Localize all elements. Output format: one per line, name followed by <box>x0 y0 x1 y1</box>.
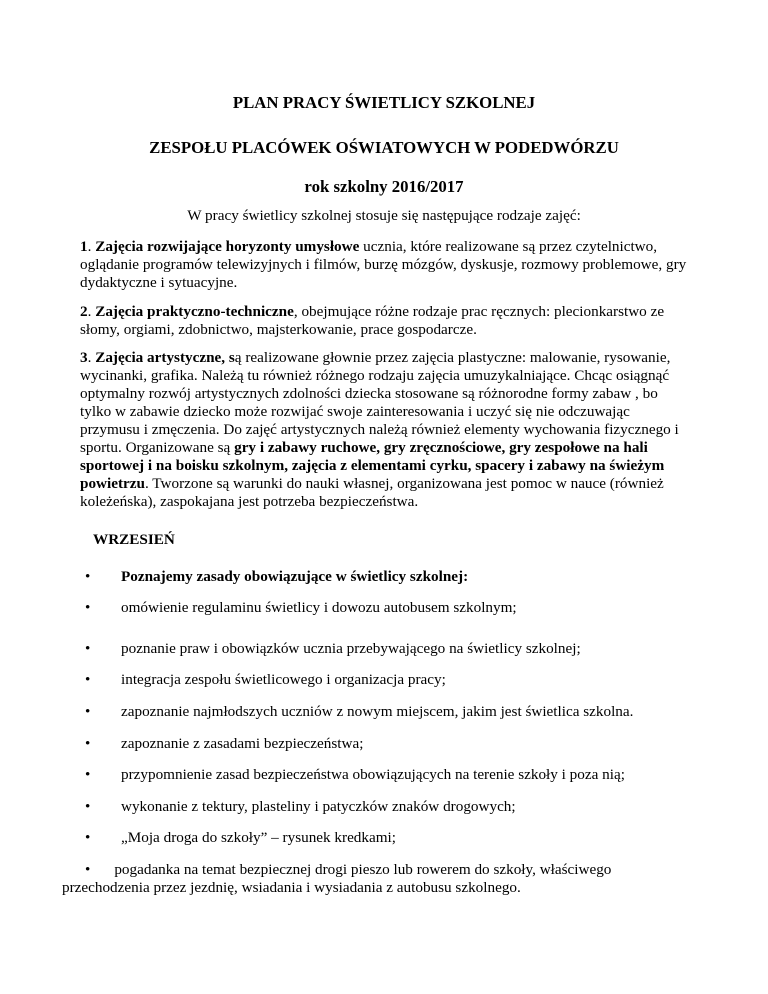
bullet-icon: • <box>85 829 91 846</box>
school-year: rok szkolny 2016/2017 <box>304 177 464 196</box>
section-3: 3. Zajęcia artystyczne, są realizowane głownie przez zajęcia plastyczne: malowanie, rysowanie, wycinanki, grafika. Należą tu również różnego rodzaju zajęcia umuzykalniające. Chcąc osiągnąć optymalny rozwój artystycznych zdolności dziecka stosowane są różnorodne formy zabaw , bo tylko w zabawie dziecko może rozwijać swoje zainteresowania i uczyć się nie odczuwając przymusu i zmęczenia. Do zajęć artystycznych należą również elementy wychowania fizycznego i sportu. Organizowane są gry i zabawy ruchowe, gry zręcznościowe, gry zespołowe na hali sportowej i na boisku szkolnym, zajęcia z elementami cyrku, spacery i zabawy na świeżym powietrzu. Tworzone są warunki do nauki własnej, organizowana jest pomoc w nauce (również koleżeńska), zaspokajana jest potrzeba bezpieczeństwa. <box>80 349 679 510</box>
section-1-title: Zajęcia rozwijające horyzonty umysłowe <box>95 238 360 255</box>
list-item <box>62 861 702 897</box>
month-heading: WRZESIEŃ <box>93 531 175 548</box>
section-3-bold-activities: gry i zabawy ruchowe, gry zręcznościowe, gry zespołowe na hali sportowej i na boisku szkolnym, zajęcia z elementami cyrku, spacery i zabawy na świeżym powietrzu <box>80 439 665 492</box>
bullet-icon: • <box>85 671 91 688</box>
section-1-number: 1 <box>80 238 88 255</box>
list-item-text: wykonanie z tektury, plasteliny i patyczków znaków drogowych; <box>121 798 516 815</box>
section-2-number: 2 <box>80 303 88 320</box>
list-item-text: zapoznanie z zasadami bezpieczeństwa; <box>121 735 364 752</box>
bullet-icon: • <box>85 766 91 783</box>
list-item-text: „Moja droga do szkoły” – rysunek kredkami; <box>121 829 396 846</box>
document-subtitle: ZESPOŁU PLACÓWEK OŚWIATOWYCH W PODEDWÓRZU <box>149 138 619 157</box>
bullet-icon: • <box>85 599 91 616</box>
section-3-number: 3 <box>80 349 88 366</box>
list-item-text: poznanie praw i obowiązków ucznia przebywającego na świetlicy szkolnej; <box>121 640 581 657</box>
section-3-title: Zajęcia artystyczne, s <box>95 349 235 366</box>
list-item-text: zapoznanie najmłodszych uczniów z nowym miejscem, jakim jest świetlica szkolna. <box>121 703 634 720</box>
bullet-icon: • <box>85 798 91 815</box>
list-item-text: integracja zespołu świetlicowego i organizacja pracy; <box>121 671 446 688</box>
list-item-text: omówienie regulaminu świetlicy i dowozu autobusem szkolnym; <box>121 599 517 616</box>
section-2: 2. Zajęcia praktyczno-techniczne, obejmujące różne rodzaje prac ręcznych: plecionkarstwo ze słomy, orgiami, zdobnictwo, majsterkowanie, prace gospodarcze. <box>80 303 665 338</box>
list-item-text: przypomnienie zasad bezpieczeństwa obowiązujących na terenie szkoły i poza nią; <box>121 766 625 783</box>
section-1: 1. Zajęcia rozwijające horyzonty umysłowe ucznia, które realizowane są przez czytelnictwo, oglądanie programów telewizyjnych i filmów, burzę mózgów, dyskusje, rozmowy problemowe, gry dydaktyczne i sytuacyjne. <box>80 238 687 291</box>
bullet-icon: • <box>85 861 91 878</box>
intro-text: W pracy świetlicy szkolnej stosuje się następujące rodzaje zajęć: <box>187 207 581 224</box>
section-3-text-end: . Tworzone są warunki do nauki własnej, organizowana jest pomoc w nauce (również koleżeńska), zaspokajana jest potrzeba bezpieczeństwa. <box>80 475 664 510</box>
bullet-icon: • <box>85 568 91 585</box>
bullet-icon: • <box>85 640 91 657</box>
bullet-icon: • <box>85 703 91 720</box>
document-title: PLAN PRACY ŚWIETLICY SZKOLNEJ <box>232 93 536 112</box>
section-1-text: ucznia, które realizowane są przez czytelnictwo, oglądanie programów telewizyjnych i filmów, burzę mózgów, dyskusje, rozmowy problemowe, gry dydaktyczne i sytuacyjne. <box>80 238 687 291</box>
section-2-text: , obejmujące różne rodzaje prac ręcznych: plecionkarstwo ze słomy, orgiami, zdobnictwo, majsterkowanie, prace gospodarcze. <box>80 303 665 338</box>
section-2-title: Zajęcia praktyczno-techniczne <box>95 303 294 320</box>
list-item-text: pogadanka na temat bezpiecznej drogi pieszo lub rowerem do szkoły, właściwego przechodzenia przez jezdnię, wsiadania i wysiadania z autobusu szkolnego. <box>62 861 612 896</box>
bullet-icon: • <box>85 735 91 752</box>
list-item-text: Poznajemy zasady obowiązujące w świetlicy szkolnej: <box>121 568 469 585</box>
section-3-text: ą realizowane głownie przez zajęcia plastyczne: malowanie, rysowanie, wycinanki, grafika. Należą tu również różnego rodzaju zajęcia umuzykalniające. Chcąc osiągnąć optymalny rozwój artystycznych zdolności dziecka stosowane są różnorodne formy zabaw , bo tylko w zabawie dziecko może rozwijać swoje zainteresowania i uczyć się nie odczuwając przymusu i zmęczenia. Do zajęć artystycznych należą również elementy wychowania fizycznego i sportu. Organizowane są <box>80 349 679 456</box>
